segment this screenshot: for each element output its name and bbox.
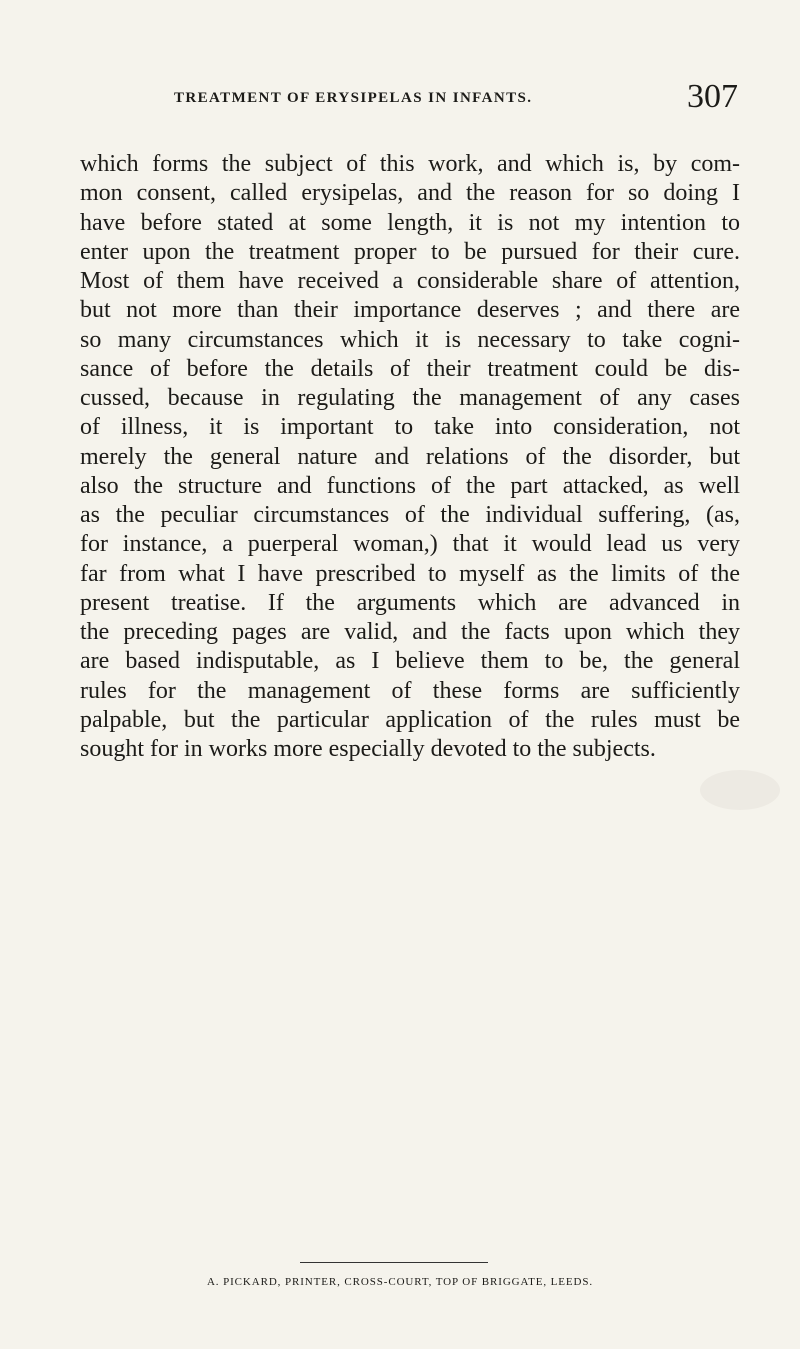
text-line: the preceding pages are valid, and the facts upon which they xyxy=(80,619,740,645)
page-number: 307 xyxy=(687,78,738,115)
text-line: which forms the subject of this work, and which is, by com- xyxy=(80,151,740,177)
text-line: sance of before the details of their treatment could be dis- xyxy=(80,355,740,382)
text-line: present treatise. If the arguments which are advanced in xyxy=(80,589,740,616)
text-line: of illness, it is important to take into consideration, not xyxy=(80,414,740,441)
text-line: for instance, a puerperal woman,) that it would lead us very xyxy=(80,531,740,558)
printer-imprint: A. PICKARD, PRINTER, CROSS-COURT, TOP OF BRIGGATE, LEEDS. xyxy=(206,1276,594,1288)
text-line: but not more than their importance deserves ; and there are xyxy=(80,297,740,324)
text-line: merely the general nature and relations of the disorder, but xyxy=(80,443,740,470)
text-line: cussed, because in regulating the management of any cases xyxy=(80,385,740,411)
body-text xyxy=(80,150,740,764)
paper-stain xyxy=(700,770,780,810)
running-head xyxy=(80,78,740,132)
text-line: far from what I have prescribed to myself as the limits of the xyxy=(80,560,740,587)
text-line-last: sought for in works more especially devoted to the subjects. xyxy=(80,736,656,762)
text-line: mon consent, called erysipelas, and the reason for so doing I xyxy=(80,180,740,207)
text-line: palpable, but the particular application of the rules must be xyxy=(80,706,740,733)
text-line: rules for the management of these forms are sufficiently xyxy=(80,677,740,704)
text-line: so many circumstances which it is necessary to take cogni- xyxy=(80,326,740,353)
text-line: are based indisputable, as I believe them to be, the general xyxy=(80,648,740,675)
text-line: enter upon the treatment proper to be pursued for their cure. xyxy=(80,238,740,265)
text-line: Most of them have received a considerable share of attention, xyxy=(80,268,740,294)
text-line: as the peculiar circumstances of the individual suffering, (as, xyxy=(80,502,740,528)
text-line: also the structure and functions of the part attacked, as well xyxy=(80,472,740,499)
running-title: TREATMENT OF ERYSIPELAS IN INFANTS. xyxy=(174,90,533,106)
text-line: have before stated at some length, it is not my intention to xyxy=(80,209,740,236)
footer-rule xyxy=(300,1262,488,1263)
